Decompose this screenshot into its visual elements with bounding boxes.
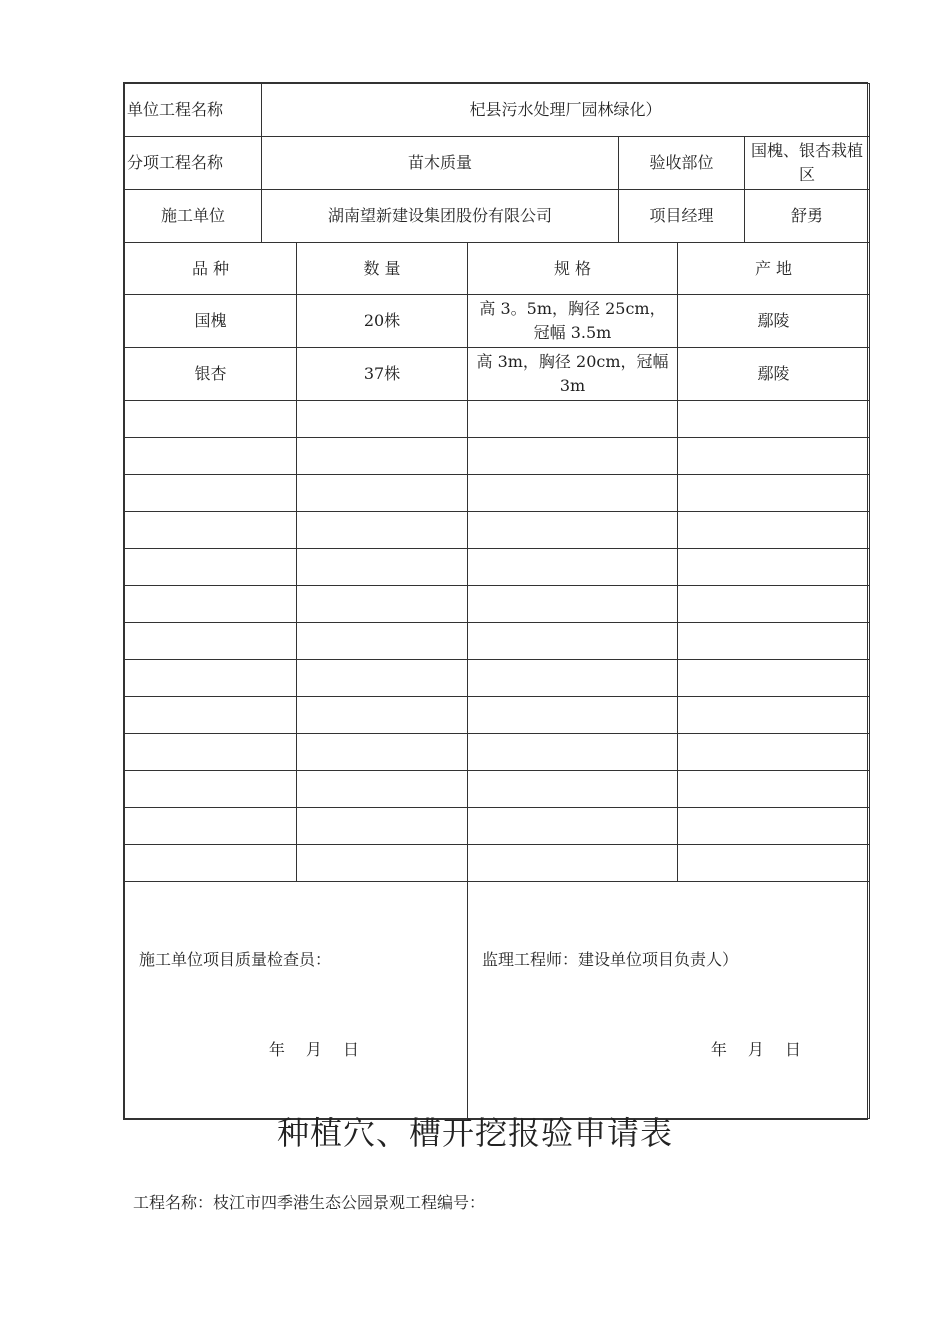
- supervisor-signature: [468, 882, 870, 1119]
- empty-cell: [678, 586, 870, 623]
- sub-project-value: 苗木质量: [262, 137, 619, 190]
- column-header-origin: 产 地: [678, 243, 870, 295]
- empty-cell: [297, 734, 468, 771]
- empty-row: [125, 771, 870, 808]
- acceptance-part-label: 验收部位: [619, 137, 745, 190]
- construction-unit-value: 湖南望新建设集团股份有限公司: [262, 190, 619, 243]
- empty-row: [125, 475, 870, 512]
- table-row: [125, 348, 870, 401]
- empty-cell: [678, 438, 870, 475]
- column-header-quantity: 数 量: [297, 243, 468, 295]
- empty-cell: [297, 808, 468, 845]
- empty-cell: [468, 586, 678, 623]
- empty-cell: [297, 401, 468, 438]
- quantity-cell: 20株: [297, 295, 468, 348]
- empty-cell: [468, 401, 678, 438]
- empty-cell: [125, 734, 297, 771]
- empty-cell: [678, 549, 870, 586]
- empty-row: [125, 660, 870, 697]
- empty-cell: [125, 438, 297, 475]
- empty-cell: [297, 438, 468, 475]
- empty-row: [125, 845, 870, 882]
- empty-cell: [125, 845, 297, 882]
- empty-cell: [678, 845, 870, 882]
- table-row: [125, 295, 870, 348]
- empty-cell: [678, 808, 870, 845]
- supervisor-date: 年 月 日: [710, 1040, 809, 1059]
- empty-cell: [678, 512, 870, 549]
- empty-cell: [468, 512, 678, 549]
- empty-row: [125, 512, 870, 549]
- column-header-variety: 品 种: [125, 243, 297, 295]
- spec-cell: 高 3m，胸径 20cm，冠幅 3m: [468, 348, 678, 401]
- empty-row: [125, 438, 870, 475]
- origin-cell: 鄢陵: [678, 295, 870, 348]
- empty-row: [125, 734, 870, 771]
- empty-cell: [468, 734, 678, 771]
- empty-cell: [125, 697, 297, 734]
- empty-row: [125, 697, 870, 734]
- inspector-label: 施工单位项目质量检查员：: [139, 950, 332, 969]
- quantity-cell: 37株: [297, 348, 468, 401]
- empty-cell: [297, 845, 468, 882]
- empty-cell: [468, 623, 678, 660]
- next-form-title: 种植穴、槽开挖报验申请表: [276, 1114, 673, 1152]
- seedling-table: [124, 242, 870, 882]
- unit-project-label: 单位工程名称: [125, 84, 262, 137]
- empty-cell: [125, 771, 297, 808]
- empty-cell: [297, 512, 468, 549]
- empty-cell: [678, 475, 870, 512]
- empty-cell: [678, 697, 870, 734]
- empty-cell: [125, 808, 297, 845]
- variety-cell: 银杏: [125, 348, 297, 401]
- empty-cell: [297, 475, 468, 512]
- empty-cell: [468, 697, 678, 734]
- empty-row: [125, 623, 870, 660]
- empty-cell: [678, 401, 870, 438]
- empty-cell: [297, 660, 468, 697]
- empty-cell: [125, 586, 297, 623]
- signature-table: [124, 881, 870, 1119]
- construction-inspector-signature: [125, 882, 468, 1119]
- spec-cell: 高 3。5m，胸径 25cm，冠幅 3.5m: [468, 295, 678, 348]
- empty-row: [125, 401, 870, 438]
- supervisor-label: 监理工程师：建设单位项目负责人）: [482, 950, 739, 969]
- empty-row: [125, 586, 870, 623]
- construction-unit-label: 施工单位: [125, 190, 262, 243]
- empty-cell: [468, 475, 678, 512]
- project-manager-label: 项目经理: [619, 190, 745, 243]
- next-form-project-line: 工程名称：枝江市四季港生态公园景观工程编号：: [133, 1193, 486, 1212]
- empty-cell: [297, 623, 468, 660]
- empty-cell: [468, 845, 678, 882]
- empty-cell: [297, 549, 468, 586]
- empty-cell: [297, 586, 468, 623]
- empty-cell: [678, 623, 870, 660]
- empty-cell: [297, 771, 468, 808]
- empty-cell: [468, 438, 678, 475]
- empty-cell: [678, 660, 870, 697]
- empty-cell: [468, 660, 678, 697]
- acceptance-part-value: 国槐、银杏栽植区: [745, 137, 870, 190]
- empty-cell: [297, 697, 468, 734]
- column-header-spec: 规 格: [468, 243, 678, 295]
- inspection-form: [123, 82, 868, 1120]
- empty-cell: [125, 549, 297, 586]
- form-header-table: [124, 83, 870, 243]
- empty-cell: [468, 808, 678, 845]
- origin-cell: 鄢陵: [678, 348, 870, 401]
- empty-cell: [468, 549, 678, 586]
- empty-cell: [678, 771, 870, 808]
- empty-cell: [125, 401, 297, 438]
- project-manager-value: 舒勇: [745, 190, 870, 243]
- empty-cell: [468, 771, 678, 808]
- empty-cell: [125, 512, 297, 549]
- empty-cell: [678, 734, 870, 771]
- empty-cell: [125, 475, 297, 512]
- inspector-date: 年 月 日: [268, 1040, 367, 1059]
- variety-cell: 国槐: [125, 295, 297, 348]
- empty-row: [125, 549, 870, 586]
- empty-cell: [125, 660, 297, 697]
- empty-cell: [125, 623, 297, 660]
- unit-project-value: 杞县污水处理厂园林绿化）: [262, 84, 870, 137]
- empty-row: [125, 808, 870, 845]
- sub-project-label: 分项工程名称: [125, 137, 262, 190]
